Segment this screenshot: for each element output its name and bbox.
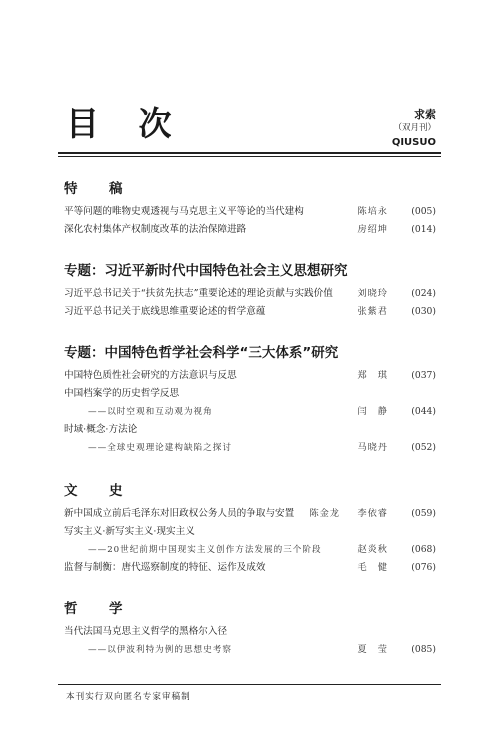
entry-page: (005) <box>411 206 436 217</box>
header-rule-thin <box>58 156 441 157</box>
toc-entry[interactable] <box>64 221 436 239</box>
toc-entry[interactable] <box>64 421 436 439</box>
toc-entry[interactable] <box>64 203 436 221</box>
entry-title: 当代法国马克思主义哲学的黑格尔入径 <box>64 626 228 637</box>
section-heading: 特 稿 <box>64 181 132 197</box>
journal-masthead <box>392 108 436 149</box>
section-xi-thought <box>64 262 436 321</box>
entry-author: 夏 莹 <box>357 644 388 655</box>
entry-author: 张紫君 <box>357 306 388 317</box>
footer-rule <box>58 684 441 685</box>
entry-title: 习近平总书记关于底线思维重要论述的哲学意蕴 <box>64 306 266 317</box>
toc-entry-subtitle[interactable] <box>64 403 436 421</box>
section-heading: 专题：中国特色哲学社会科学“三大体系”研究 <box>64 345 339 361</box>
entry-title: 平等问题的唯物史观透视与马克思主义平等论的当代建构 <box>64 206 304 217</box>
toc-entry[interactable] <box>64 385 436 403</box>
journal-frequency: （双月刊） <box>393 123 436 133</box>
entry-page: (085) <box>411 644 436 655</box>
section-three-systems <box>64 344 436 457</box>
section-heading: 哲 学 <box>64 601 132 617</box>
entry-author: 刘晓玲 <box>357 288 388 299</box>
section-special-articles <box>64 180 436 239</box>
entry-title: 中国特色质性社会研究的方法意识与反思 <box>64 370 237 381</box>
toc-entry[interactable] <box>64 303 436 321</box>
entry-subtitle: ——以伊波利特为例的思想史考察 <box>88 645 232 655</box>
section-literature-history <box>64 482 436 577</box>
entry-author: 房绍坤 <box>357 224 388 235</box>
entry-title: 中国档案学的历史哲学反思 <box>64 388 180 399</box>
toc-entry[interactable] <box>64 559 436 577</box>
entry-author: 郑 琪 <box>357 370 388 381</box>
section-philosophy <box>64 600 436 659</box>
toc-entry[interactable] <box>64 285 436 303</box>
entry-author: 毛 健 <box>357 562 388 573</box>
entry-page: (030) <box>411 306 436 317</box>
journal-name-en: QIUSUO <box>391 137 436 148</box>
entry-page: (059) <box>411 508 436 519</box>
entry-title: 新中国成立前后毛泽东对旧政权公务人员的争取与安置 <box>64 508 295 519</box>
header-rule-thick <box>58 152 441 154</box>
entry-page: (014) <box>411 224 436 235</box>
entry-title: 写实主义·新写实主义·现实主义 <box>64 526 195 537</box>
entry-page: (044) <box>411 406 436 417</box>
entry-title: 时域·概念·方法论 <box>64 424 138 435</box>
toc-entry-subtitle[interactable] <box>64 541 436 559</box>
toc-entry[interactable] <box>64 623 436 641</box>
entry-author: 陈培永 <box>357 206 388 217</box>
page-title: 目 次 <box>66 104 186 143</box>
entry-title: 习近平总书记关于“扶贫先扶志”重要论述的理论贡献与实践价值 <box>64 288 333 299</box>
journal-name-cn: 求索 <box>414 108 436 121</box>
toc-entry-subtitle[interactable] <box>64 641 436 659</box>
entry-subtitle: ——以时空观和互动观为视角 <box>88 407 213 417</box>
entry-author: 赵炎秋 <box>357 544 388 555</box>
entry-page: (076) <box>411 562 436 573</box>
toc-entry[interactable] <box>64 523 436 541</box>
entry-subtitle: ——20世纪前期中国现实主义创作方法发展的三个阶段 <box>88 545 322 555</box>
entry-page: (024) <box>411 288 436 299</box>
entry-page: (068) <box>411 544 436 555</box>
entry-page: (052) <box>411 442 436 453</box>
entry-author: 李依睿 <box>357 508 388 519</box>
entry-page: (037) <box>411 370 436 381</box>
toc-entry[interactable] <box>64 505 436 523</box>
entry-subtitle: ——全球史观理论建构缺陷之探讨 <box>88 443 232 453</box>
toc-entry-subtitle[interactable] <box>64 439 436 457</box>
entry-author: 马晓丹 <box>357 442 388 453</box>
toc-entry[interactable] <box>64 367 436 385</box>
entry-author: 闫 静 <box>357 406 388 417</box>
entry-title: 深化农村集体产权制度改革的法治保障进路 <box>64 224 247 235</box>
section-heading: 文 史 <box>64 483 132 499</box>
entry-author-first: 陈金龙 <box>309 508 340 519</box>
review-policy-note: 本刊实行双向匿名专家审稿制 <box>66 692 191 702</box>
section-heading: 专题：习近平新时代中国特色社会主义思想研究 <box>64 263 348 279</box>
entry-title: 监督与制衡：唐代巡察制度的特征、运作及成效 <box>64 562 266 573</box>
